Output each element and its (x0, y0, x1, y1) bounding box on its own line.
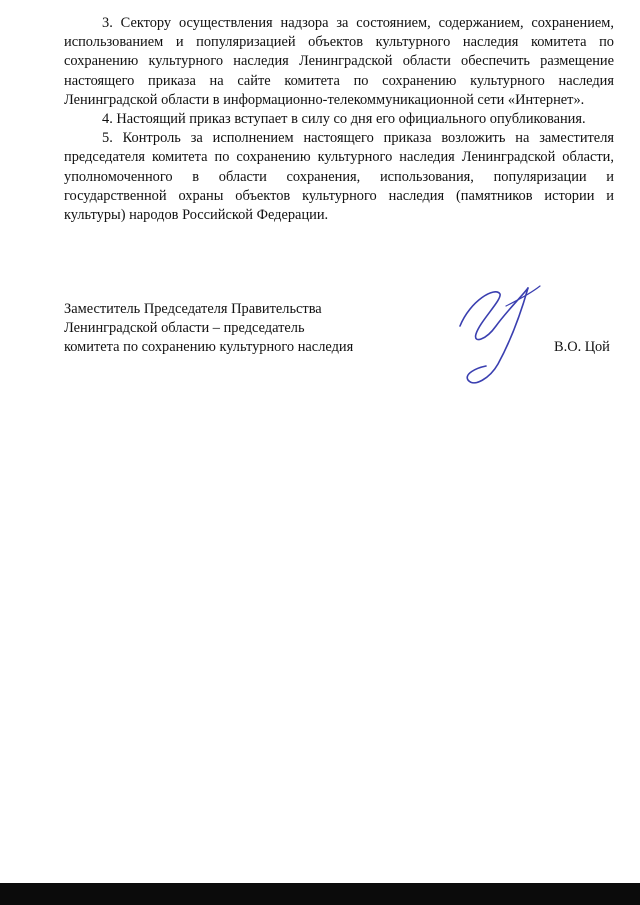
paragraph-5: 5. Контроль за исполнением настоящего приказа возложить на заместителя председателя комитета по сохранению культурного наследия Ленинградской области, уполномоченного в области сохранения, использования, популяризации и государственной охраны объектов культурного наследия (памятников истории и культуры) народов Российской Федерации. (64, 130, 614, 224)
scan-edge-band (0, 883, 640, 905)
signatory-title-line-3: комитета по сохранению культурного наследия (64, 339, 354, 356)
signatory-title-line-2: Ленинградской области – председатель (64, 320, 305, 337)
signatory-title-line-1: Заместитель Председателя Правительства (64, 301, 322, 317)
paragraph-3: 3. Сектору осуществления надзора за состоянием, содержанием, сохранением, использованием и популяризацией объектов культурного наследия комитета по сохранению культурного наследия Ленинградской области обеспечить размещение настоящего приказа на сайте комитета по сохранению культурного наследия Ленинградской области в информационно-телекоммуникационной сети «Интернет». (64, 15, 614, 108)
handwritten-signature (440, 276, 560, 396)
document-body (64, 14, 614, 225)
signatory-name: В.О. Цой (554, 339, 610, 355)
paragraph-4: 4. Настоящий приказ вступает в силу со дня его официального опубликования. (102, 111, 586, 128)
signatory-title (64, 300, 364, 358)
